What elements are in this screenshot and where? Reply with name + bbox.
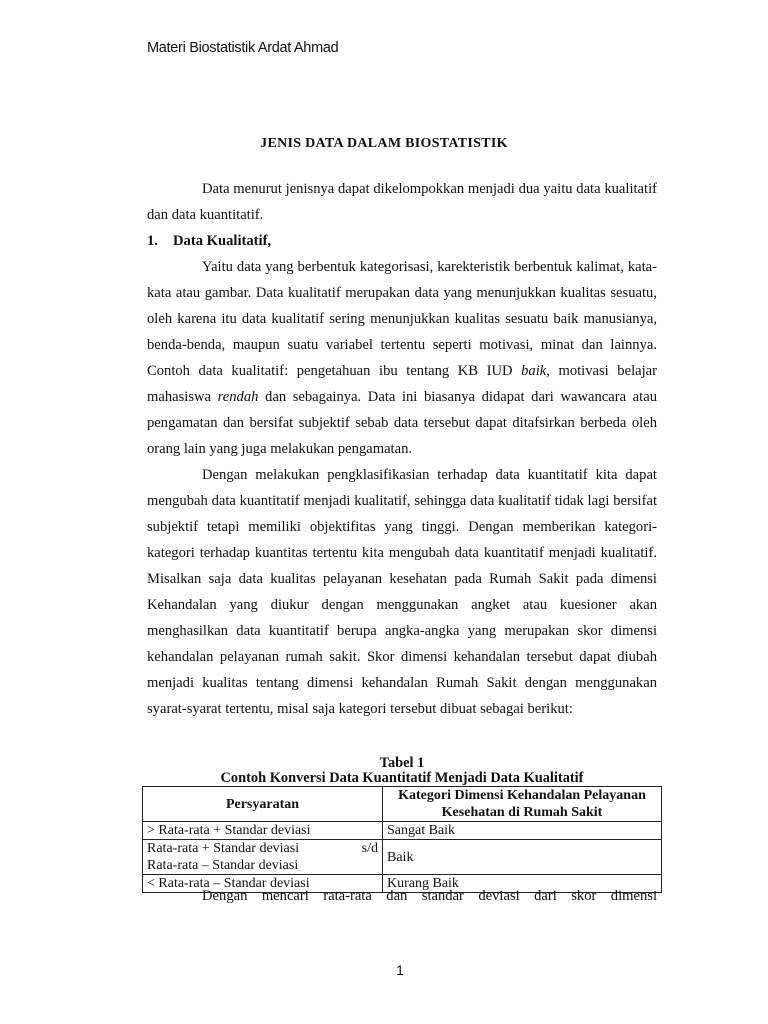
paragraph-text: dan sebagainya. Data ini biasanya didapat dari wawancara atau pengamatan dan bersifat subjektif sebab data tersebut dapat ditafsirkan berbeda oleh orang lain yang juga melakukan pengamatan.: [147, 389, 657, 457]
emphasis-baik: baik: [521, 363, 547, 379]
conversion-table: [142, 786, 662, 893]
category-cell: Sangat Baik: [383, 822, 662, 840]
condition-cell: > Rata-rata + Standar deviasi: [143, 822, 383, 840]
paragraph-data-kualitatif: [147, 254, 657, 462]
table-row: [143, 840, 662, 875]
condition-line: [147, 840, 378, 857]
document-title: JENIS DATA DALAM BIOSTATISTIK: [260, 136, 508, 151]
continuation-paragraph: Dengan mencari rata-rata dan standar deviasi dari skor dimensi: [202, 888, 657, 904]
category-cell: Baik: [383, 840, 662, 875]
category-cell: Kurang Baik: [383, 875, 662, 893]
condition-sd: s/d: [361, 841, 378, 856]
document-body: [147, 176, 657, 722]
condition-cell: < Rata-rata – Standar deviasi: [143, 875, 383, 893]
condition-upper: Rata-rata + Standar deviasi: [147, 841, 300, 856]
section-number: 1.: [147, 233, 158, 249]
page-number: 1: [396, 962, 404, 978]
condition-cell: [143, 840, 383, 875]
section-title-punct: ,: [267, 233, 272, 249]
table-caption: Contoh Konversi Data Kuantitatif Menjadi Data Kualitatif: [220, 770, 584, 786]
paragraph-text: , motivasi belajar mahasiswa: [147, 363, 657, 405]
header-kategori: Kategori Dimensi Kehandalan Pelayanan Kesehatan di Rumah Sakit: [383, 787, 662, 822]
condition-lower: Rata-rata – Standar deviasi: [147, 858, 299, 873]
emphasis-rendah: rendah: [217, 389, 259, 405]
page-header: Materi Biostatistik Ardat Ahmad: [147, 40, 339, 56]
table-header-row: [143, 787, 662, 822]
paragraph-klasifikasi: Dengan melakukan pengklasifikasian terhadap data kuantitatif kita dapat mengubah data kuantitatif menjadi kualitatif, sehingga data kualitatif tidak lagi bersifat subjektif tetapi memiliki objektifitas yang tinggi. Dengan memberikan kategori-kategori terhadap kuantitas tertentu kita mengubah data kuantitatif menjadi kualitatif. Misalkan saja data kualitas pelayanan kesehatan pada Rumah Sakit pada dimensi Kehandalan yang diukur dengan menggunakan angket atau kuesioner akan menghasilkan data kuantitatif berupa angka-angka yang merupakan skor dimensi kehandalan pelayanan rumah sakit. Skor dimensi kehandalan tersebut dapat diubah menjadi kualitas tentang dimensi kehandalan Rumah Sakit dengan menggunakan syarat-syarat tertentu, misal saja kategori tersebut dibuat sebagai berikut:: [147, 467, 657, 717]
table-row: [143, 822, 662, 840]
header-persyaratan: Persyaratan: [143, 787, 383, 822]
paragraph-text: Yaitu data yang berbentuk kategorisasi, karekteristik berbentuk kalimat, kata-kata atau gambar. Data kualitatif merupakan data yang menunjukkan kualitas sesuatu, oleh karena itu data kualitatif sering menunjukkan kualitas sesuatu baik manusianya, benda-benda, maupun suatu variabel tertentu seperti motivasi, minat dan lainnya. Contoh data kualitatif: pengetahuan ibu tentang KB IUD: [147, 259, 657, 379]
section-title: Data Kualitatif: [173, 233, 268, 249]
table-label: Tabel 1: [379, 755, 425, 771]
section-heading: [147, 228, 657, 254]
intro-paragraph: Data menurut jenisnya dapat dikelompokkan menjadi dua yaitu data kualitatif dan data kuantitatif.: [147, 181, 657, 223]
